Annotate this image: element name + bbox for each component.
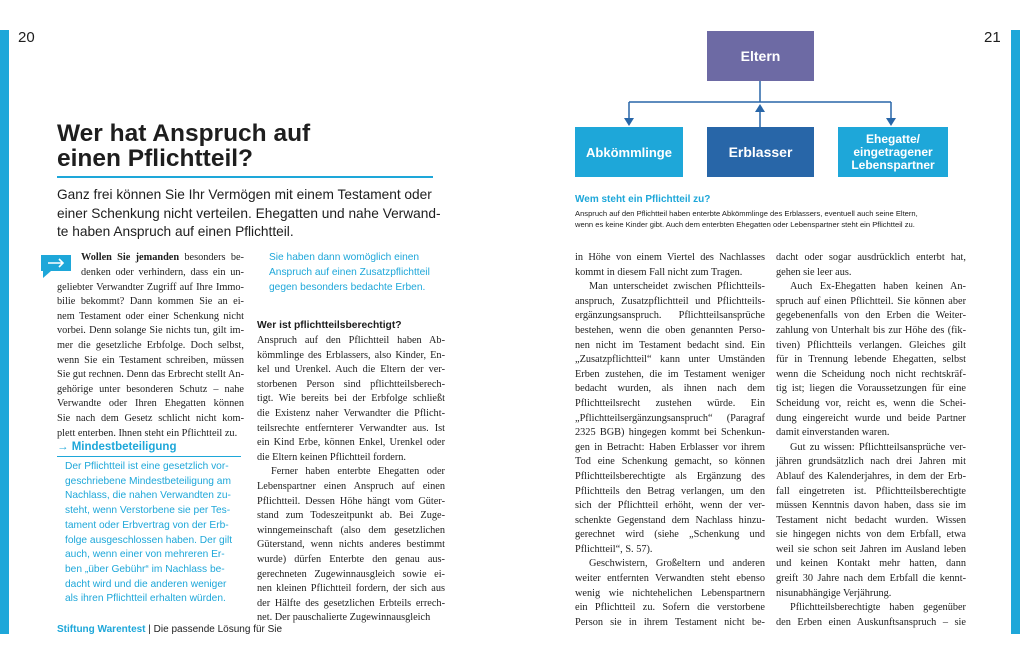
text-line: bilie bekommt? Dann kommen Sie an ei- (57, 296, 244, 308)
text-line: ein Kind Erbe, können Enkel, Urenkel oder (257, 437, 445, 449)
footer-tagline: Die passende Lösung für Sie (153, 624, 283, 635)
text-line: gehörige unter besonderen Schutz – nahe (57, 383, 244, 395)
text-line: Ferner haben enterbte Ehegatten oder (271, 466, 445, 478)
node-deceased (707, 127, 814, 177)
node-spouse-label: Lebenspartner (851, 157, 935, 172)
node-spouse-label: Ehegatte/ (865, 131, 920, 146)
text-line: Sie gut rechnen. Denn das Erbrecht stellt An- (57, 369, 244, 381)
text-line: weiter entfernten Verwandten steht ebenso (575, 573, 765, 585)
text-line: gerechnet wird (siehe „Schenkung und (575, 529, 765, 541)
text-line: Tod eine Schenkung gemacht, so können (575, 456, 765, 468)
text-line: Anspruch auf den Pflichtteil haben Ab- (257, 335, 445, 346)
text-line: der Hälfte des gesetzlichen Erbteils errech- (257, 597, 445, 609)
text-line: fall eingetreten ist. Pflichtteilsberechtigte (776, 485, 966, 497)
text-line: Pflichtteils den Betrag verlangen, um den (575, 485, 765, 497)
intro-paragraph (57, 186, 441, 242)
text-line: nisunabhängige Verjährung. (776, 587, 892, 599)
text-line: denken oder verhindern, dass ein un- (81, 267, 244, 278)
column-3-text (575, 251, 765, 630)
text-line: „Zusatzpflichtteil“ kann unter Umständen (575, 354, 765, 366)
left-page-edge-bar (0, 30, 9, 634)
text-line: Pflichtteilsberechtigte haben gegenüber (790, 602, 966, 614)
text-line: tiven) Pflichtteils verlangen. Gleiches gilt (776, 339, 966, 351)
page-title-line: einen Pflichtteil? (57, 145, 254, 172)
text-line: Person sie in ihrem Testament nicht be- (575, 616, 765, 628)
text-line: für in Trennung lebende Ehegatten, selbst (776, 354, 966, 366)
text-line: gen in Betracht: Haben Erblasser vor ihrem (575, 441, 765, 453)
lead-bold-text: Wollen Sie jemanden (81, 252, 180, 263)
text-line: wenn Sie ein Testament schreiben, müssen (57, 354, 244, 366)
column-2-text (257, 334, 445, 626)
text-line: kömmlinge des Erblassers, also Kinder, En- (257, 349, 445, 361)
text-line: tig ist; liegen die Voraussetzungen für eine (776, 383, 966, 395)
text-line: Testament nicht bedacht wurden. Wissen (776, 514, 966, 526)
node-spouse-label: eingetragener (853, 144, 933, 159)
text-line: 2325 BGB) hingegen kommt bei Schenkun- (575, 427, 765, 439)
text-line: Verwandte oder Ihren Ehegatten können (57, 398, 244, 410)
text-line: Auch Ex-Ehegatten haben keinen An- (790, 281, 966, 293)
text-line: kel und Urenkel. Auch die Eltern der ver- (257, 364, 445, 376)
page-footer (57, 624, 282, 635)
page-number-left: 20 (18, 29, 35, 46)
text-line: plett enterben. Ihnen steht ein Pflichtteil zu. (57, 427, 238, 439)
text-line: net. Der pauschalierte Zugewinnausgleich (257, 612, 431, 624)
text-line: zahlung von Unterhalt bis zur Höhe des (fik- (776, 324, 966, 336)
footer-brand: Stiftung Warentest (57, 624, 146, 635)
text-line: anspruch, Zusatzpflichtteil und Pflichtteils- (575, 295, 765, 307)
node-spouse (838, 127, 948, 177)
info-box-title: → Mindestbeteiligung (57, 441, 177, 453)
text-line: die Existenz naher Verwandter die Pflicht- (257, 407, 445, 419)
info-line: Nachlass, die nahen Verwandten zu- (65, 490, 231, 502)
column-4-text (776, 251, 966, 630)
caption-line: Anspruch auf den Pflichtteil haben enterbte Abkömmlinge des Erblassers, eventuell auch seine Eltern, (575, 209, 918, 218)
pull-quote (269, 251, 449, 295)
diagram-caption-title: Wem steht ein Pflichtteil zu? (575, 194, 711, 205)
intro-line: einer Schenkung nicht verteilen. Ehegatten und nahe Verwand- (57, 205, 441, 221)
text-line: Pflichtteilsberechtigte als Ergänzung des (575, 470, 765, 482)
text-line: schenkte Gegenstand dem Nachlass hinzu- (575, 514, 765, 526)
text-line: Pflichtteil. Dessen Höhe hängt vom Güter- (257, 495, 445, 507)
text-line: Geschwistern, Großeltern und anderen (589, 558, 765, 570)
text-line: bestehen, wenn die oben genannten Perso- (575, 324, 765, 336)
text-line: Scheidung vor, reicht es, wenn die Schei- (776, 397, 966, 409)
page-number-right: 21 (984, 29, 1001, 46)
column-1-text (57, 266, 244, 441)
text-line: wenig wie nichtehelichen Lebenspartnern (575, 587, 765, 599)
node-descendants (575, 127, 683, 177)
node-deceased-label: Erblasser (728, 144, 793, 160)
text-line: Pflichtteilsrecht zustehen würde. Ein (575, 397, 765, 409)
info-line: dacht wird und die anderen weniger (65, 578, 227, 590)
quote-line: Sie haben dann womöglich einen (269, 252, 420, 263)
info-box-text (65, 460, 245, 607)
text-line: wurde) dürfen Enterbte den genau aus- (257, 553, 445, 565)
info-line: als ihren Pflichtteil erhalten würden. (65, 593, 226, 605)
node-descendants-label: Abkömmlinge (586, 144, 672, 160)
info-line: folge ausgeschlossen haben. Der gilt (65, 534, 233, 546)
node-parents (707, 31, 814, 81)
text-line: die Eltern keinen Pflichtteil fordern. (257, 451, 406, 463)
text-line: kommt in diesem Fall nicht zum Tragen. (575, 266, 743, 278)
quote-line: gegen besonders bedachte Erben. (269, 281, 426, 293)
info-line: ben „über Gebühr“ im Nachlass be- (65, 563, 225, 575)
text-line: geliebter Verwandter Zugriff auf Ihre Immo- (57, 281, 244, 293)
text-line: nen nicht im Testament bedacht sind. Ein (575, 339, 765, 351)
text-line: Lebenspartner einen Anspruch auf einen (257, 480, 445, 492)
quote-line: Anspruch auf einen Zusatzpflichtteil (269, 266, 430, 278)
lead-text: besonders be- (179, 252, 244, 263)
info-line: steht, wenn Verstorbene sie per Tes- (65, 505, 231, 517)
page-title (57, 121, 437, 171)
text-line: bedacht wurden, als ihnen nach dem (575, 383, 765, 395)
intro-line: Ganz frei können Sie Ihr Vermögen mit einem Testament oder (57, 187, 432, 202)
text-line: vorbei. Denn solange Sie nichts tun, gilt im- (57, 325, 244, 337)
info-line: tament oder Erbvertrag von der Erb- (65, 519, 229, 531)
text-line: jähren grundsätzlich nach drei Jahren mit (776, 456, 966, 468)
info-line: auch, wenn einer von mehreren Er- (65, 549, 225, 561)
text-line: mer die gesetzliche Erbfolge. Doch selbst, (57, 339, 244, 351)
text-line: sich der Pflichtteil erhöht, wenn der ver- (575, 500, 765, 512)
text-line: in Höhe von einem Viertel des Nachlasses (575, 252, 765, 263)
text-line: damit einverstanden waren. (776, 427, 890, 439)
text-line: wenn die Scheidung noch nicht rechtskräf- (776, 368, 966, 380)
text-line: Man unterscheidet zwischen Pflichtteils- (589, 281, 765, 293)
text-line: ergänzungsanspruch. Pflichtteilsansprüche (575, 310, 765, 322)
text-line: Sie nach dem Gesetz schlicht nicht kom- (57, 412, 244, 424)
text-line: weil sie schon seit Jahren im Ausland leben (776, 543, 966, 555)
text-line: Gut zu wissen: Pflichtteilsansprüche ver- (790, 441, 966, 453)
info-box-rule (57, 456, 241, 457)
diagram-caption (575, 208, 965, 230)
title-underline (57, 176, 433, 178)
text-line: sie hingegen nichts von dem Erbfall, etwa (776, 529, 966, 541)
text-line: nen kleinen Pflichtteil fordern, der sich aus (257, 583, 445, 595)
text-line: gegebenenfalls von den Erben die Weiter- (776, 310, 966, 322)
page-title-line: Wer hat Anspruch auf (57, 120, 311, 147)
text-line: dacht oder sogar ausdrücklich enterbt hat, (776, 252, 966, 263)
text-line: müssen Kenntnis davon haben, dass sie im (776, 500, 966, 512)
text-line: teilsrechte entfernterer Verwandter aus. Ist (257, 422, 445, 434)
text-line: ein Pflichtteil zu. Sofern die verstorbene (575, 602, 765, 614)
text-line: gerechneten Zugewinnausgleich sowie ei- (257, 568, 445, 580)
text-line: nem Testament oder einer Schenkung nicht (57, 310, 244, 322)
text-line: stand zum Todeszeitpunkt ab. Bei Zuge- (257, 510, 445, 522)
text-line: Erben zustehen, die im Testament weniger (575, 368, 765, 380)
text-line: und keinen Kontakt mehr hatten, dann (776, 558, 966, 570)
column-1-lead (81, 251, 244, 266)
footer-separator: | (145, 624, 154, 635)
right-page-edge-bar (1011, 30, 1020, 634)
text-line: „Pflichtteilsergänzungsanspruch“ (Paragraf (575, 412, 765, 424)
text-line: dung eingereicht wurde und beide Partner (776, 412, 966, 424)
text-line: gehen sie leer aus. (776, 266, 852, 278)
text-line: den Erben einen Auskunftsanspruch – sie (776, 616, 966, 628)
diagram-connectors (560, 80, 960, 128)
text-line: storbenen Person sind pflichtteilsberech- (257, 378, 445, 390)
info-line: geschriebene Mindestbeteiligung am (65, 475, 231, 487)
text-line: Güterstand, wenn nichts anderes bestimmt (257, 539, 445, 551)
caption-line: wenn es keine Kinder gibt. Auch dem enterbten Ehegatten oder Lebenspartner steht ein Pflichtteil zu. (575, 220, 915, 229)
text-line: Ablauf des Kalenderjahres, in dem der Erb- (776, 470, 966, 482)
section-subheading: Wer ist pflichtteilsberechtigt? (257, 320, 402, 331)
node-parents-label: Eltern (740, 48, 781, 64)
text-line: Pflichtteil“, S. 57). (575, 543, 653, 555)
text-line: winngemeinschaft (also dem gesetzlichen (257, 524, 445, 536)
text-line: greift 30 Jahre nach dem Erbfall die kennt- (776, 573, 966, 585)
text-line: tigt. Wie bereits bei der Erbfolge schließt (257, 393, 445, 405)
info-line: Der Pflichtteil ist eine gesetzlich vor- (65, 461, 229, 472)
intro-line: te haben Anspruch auf einen Pflichtteil. (57, 224, 294, 240)
text-line: spruch auf einen Pflichtteil. Sie können aber (776, 295, 966, 307)
